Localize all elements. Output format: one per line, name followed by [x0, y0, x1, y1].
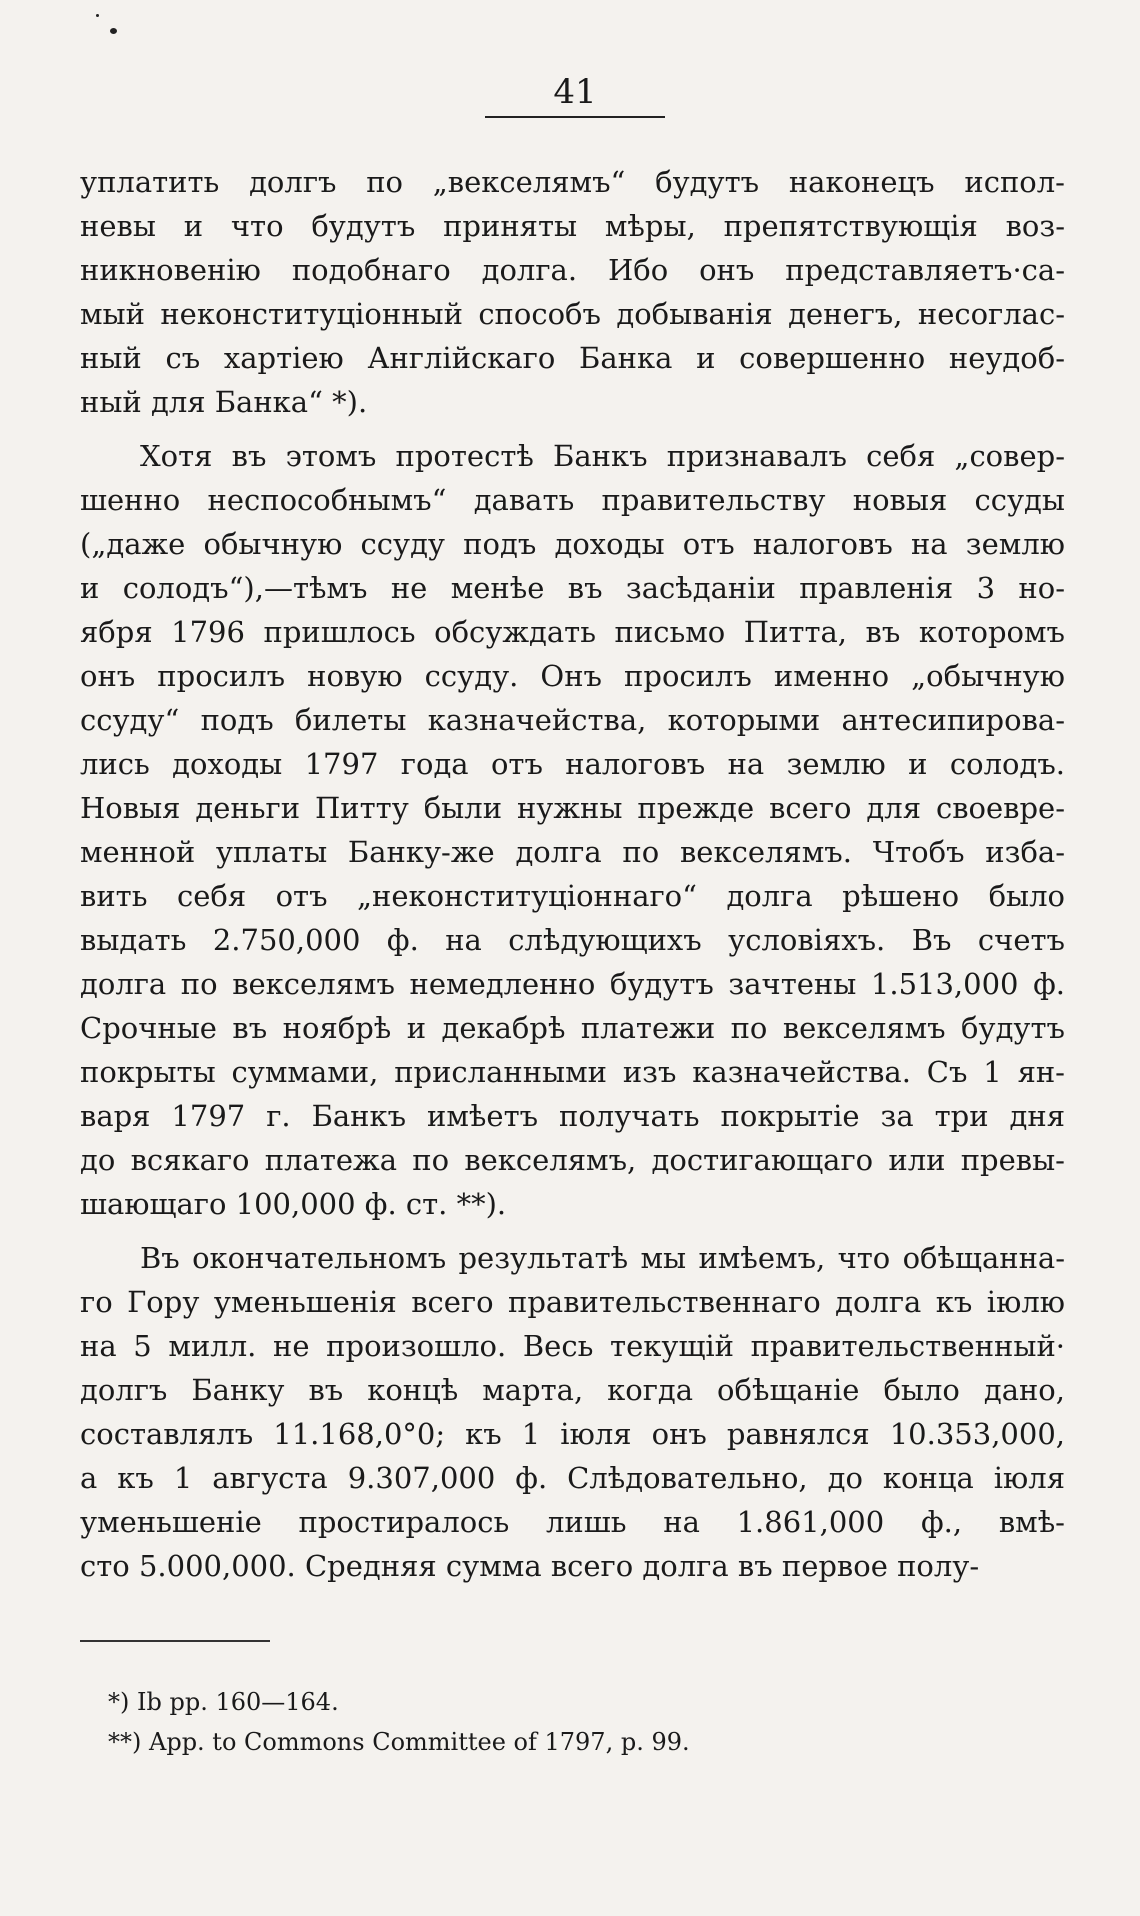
text-line: менной уплаты Банку-же долга по векселямъ. Чтобъ изба-: [80, 835, 1065, 869]
paragraph: [80, 1236, 1065, 1588]
text-line: и солодъ“),—тѣмъ не менѣе въ засѣданіи правленія 3 но-: [80, 571, 1065, 605]
text-line: Хотя въ этомъ протестѣ Банкъ признавалъ себя „совер-: [140, 439, 1065, 473]
text-line: Новыя деньги Питту были нужны прежде всего для своевре-: [80, 791, 1065, 825]
text-line: на 5 милл. не произошло. Весь текущій правительственный·: [80, 1329, 1065, 1363]
text-line: го Гору уменьшенія всего правительственнаго долга къ іюлю: [80, 1285, 1065, 1319]
text-line: онъ просилъ новую ссуду. Онъ просилъ именно „обычную: [80, 659, 1065, 693]
text-line: долгъ Банку въ концѣ марта, когда обѣщаніе было дано,: [80, 1373, 1065, 1407]
text-line: сто 5.000,000. Средняя сумма всего долга въ первое полу-: [80, 1549, 980, 1583]
text-line: уплатить долгъ по „векселямъ“ будутъ наконецъ испол-: [80, 165, 1065, 199]
paragraph: [80, 160, 1065, 424]
text-line: ный для Банка“ *).: [80, 385, 368, 419]
page-number: 41: [485, 72, 665, 118]
text-line: до всякаго платежа по векселямъ, достигающаго или превы-: [80, 1143, 1065, 1177]
text-line: шенно неспособнымъ“ давать правительству новыя ссуды: [80, 483, 1065, 517]
text-line: ный съ хартіею Англійскаго Банка и совершенно неудоб-: [80, 341, 1065, 375]
text-line: варя 1797 г. Банкъ имѣетъ получать покрытіе за три дня: [80, 1099, 1065, 1133]
footnote-divider: [80, 1640, 270, 1642]
text-line: Срочные въ ноябрѣ и декабрѣ платежи по векселямъ будутъ: [80, 1011, 1065, 1045]
text-line: Въ окончательномъ результатѣ мы имѣемъ, что обѣщанна-: [140, 1241, 1065, 1275]
text-line: никновенію подобнаго долга. Ибо онъ представляетъ·са-: [80, 253, 1065, 287]
footnotes: [108, 1682, 908, 1762]
text-line: („даже обычную ссуду подъ доходы отъ налоговъ на землю: [80, 527, 1065, 561]
paragraph: [80, 434, 1065, 1226]
ink-speck: [96, 14, 99, 17]
text-line: невы и что будутъ приняты мѣры, препятствующія воз-: [80, 209, 1065, 243]
footnote: *) Ib pp. 160—164.: [108, 1688, 339, 1716]
text-line: выдать 2.750,000 ф. на слѣдующихъ условіяхъ. Въ счетъ: [80, 923, 1065, 957]
body-text: [80, 160, 1065, 1598]
text-line: составлялъ 11.168,0°0; къ 1 іюля онъ равнялся 10.353,000,: [80, 1417, 1065, 1451]
text-line: долга по векселямъ немедленно будутъ зачтены 1.513,000 ф.: [80, 967, 1065, 1001]
footnote: **) App. to Commons Committee of 1797, p. 99.: [108, 1728, 690, 1756]
text-line: вить себя отъ „неконституціоннаго“ долга рѣшено было: [80, 879, 1065, 913]
text-line: а къ 1 августа 9.307,000 ф. Слѣдовательно, до конца іюля: [80, 1461, 1065, 1495]
text-line: мый неконституціонный способъ добыванія денегъ, несоглас-: [80, 297, 1065, 331]
text-line: покрыты суммами, присланными изъ казначейства. Съ 1 ян-: [80, 1055, 1065, 1089]
text-line: шающаго 100,000 ф. ст. **).: [80, 1187, 507, 1221]
text-line: уменьшеніе простиралось лишь на 1.861,000 ф., вмѣ-: [80, 1505, 1065, 1539]
text-line: ября 1796 пришлось обсуждать письмо Питта, въ которомъ: [80, 615, 1065, 649]
text-line: ссуду“ подъ билеты казначейства, которыми антесипирова-: [80, 703, 1065, 737]
text-line: лись доходы 1797 года отъ налоговъ на землю и солодъ.: [80, 747, 1065, 781]
ink-speck: [110, 28, 117, 34]
